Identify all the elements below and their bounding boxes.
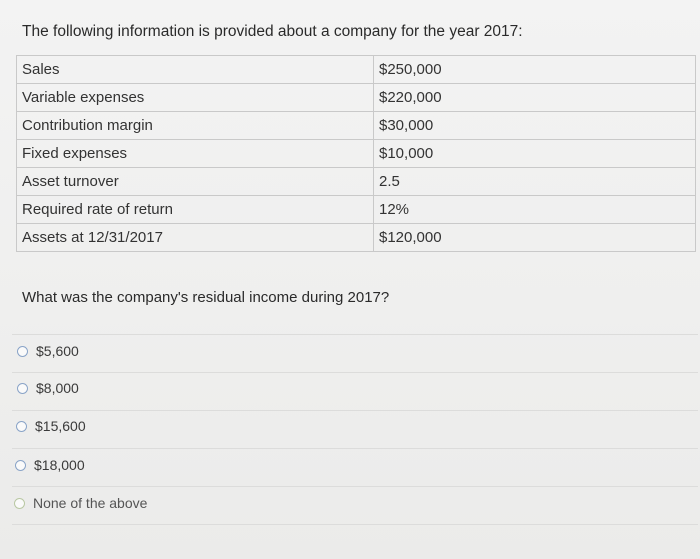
row-label: Fixed expenses [17,140,374,168]
table-row [17,196,696,224]
radio-button[interactable] [16,421,27,432]
divider [12,448,698,449]
option-label: $18,000 [34,457,85,473]
row-label: Sales [17,56,374,84]
divider [12,486,698,487]
row-value: 2.5 [374,168,696,196]
row-value: $220,000 [374,84,696,112]
row-value: $10,000 [374,140,696,168]
info-table [16,55,696,252]
row-value: 12% [374,196,696,224]
option-label: $8,000 [36,380,79,396]
radio-button[interactable] [14,498,25,509]
intro-text: The following information is provided about a company for the year 2017: [22,23,523,40]
answer-option[interactable] [17,380,79,396]
radio-button[interactable] [15,460,26,471]
row-label: Asset turnover [17,168,374,196]
row-value: $120,000 [374,224,696,252]
radio-button[interactable] [17,346,28,357]
row-label: Required rate of return [17,196,374,224]
divider [12,372,698,373]
table-row [17,168,696,196]
radio-button[interactable] [17,383,28,394]
option-label: $15,600 [35,418,86,434]
table-row [17,56,696,84]
answer-option[interactable] [14,495,147,511]
question-text: What was the company's residual income during 2017? [22,289,390,306]
table-row [17,112,696,140]
answer-option[interactable] [16,418,86,434]
row-value: $250,000 [374,56,696,84]
divider [12,410,698,411]
divider [12,334,698,335]
option-label: None of the above [33,495,148,511]
answer-option[interactable] [15,457,85,473]
table-row [17,84,696,112]
row-value: $30,000 [374,112,696,140]
answer-option[interactable] [17,343,79,359]
table-row [17,224,696,252]
option-label: $5,600 [36,343,79,359]
row-label: Assets at 12/31/2017 [17,224,374,252]
divider [12,524,698,525]
table-row [17,140,696,168]
row-label: Variable expenses [17,84,374,112]
row-label: Contribution margin [17,112,374,140]
